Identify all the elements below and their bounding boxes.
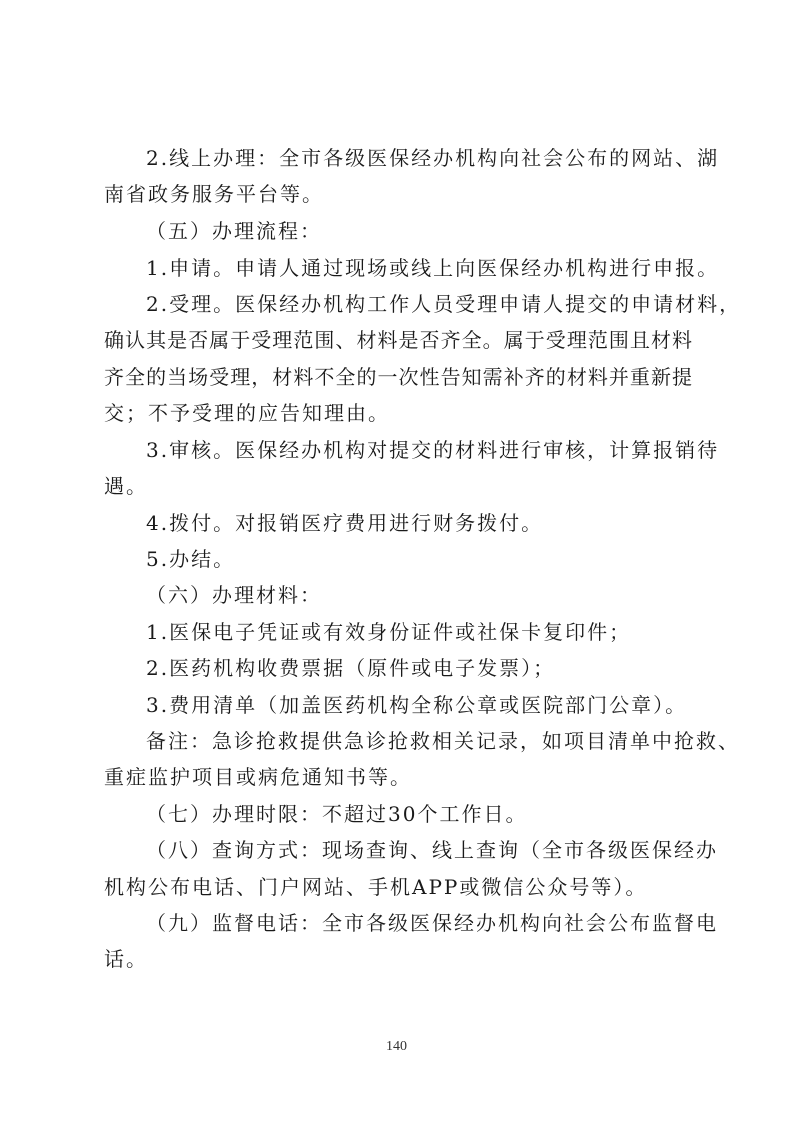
text-line: 1.医保电子凭证或有效身份证件或社保卡复印件；	[146, 620, 632, 644]
section-heading: （七）办理时限：不超过30个工作日。	[146, 802, 528, 826]
text-line: 5.办结。	[146, 547, 236, 571]
text-line: 备注：急诊抢救提供急诊抢救相关记录，如项目清单中抢救、	[146, 729, 740, 753]
text-line: 机构公布电话、门户网站、手机APP或微信公众号等）。	[104, 875, 648, 899]
text-line: 确认其是否属于受理范围、材料是否齐全。属于受理范围且材料	[104, 328, 692, 352]
section-heading: （九）监督电话：全市各级医保经办机构向社会公布监督电	[146, 911, 718, 935]
text-line: 2.受理。医保经办机构工作人员受理申请人提交的申请材料，	[146, 292, 742, 316]
text-line: 遇。	[104, 474, 148, 498]
text-line: 南省政务服务平台等。	[104, 182, 324, 206]
text-line: 3.费用清单（加盖医药机构全称公章或医院部门公章）。	[146, 693, 688, 717]
text-line: 4.拨付。对报销医疗费用进行财务拨付。	[146, 511, 544, 535]
page-number: 140	[386, 1039, 407, 1054]
text-line: 重症监护项目或病危通知书等。	[104, 765, 412, 789]
text-line: 3.审核。医保经办机构对提交的材料进行审核，计算报销待	[146, 438, 720, 462]
text-line: 2.线上办理：全市各级医保经办机构向社会公布的网站、湖	[146, 146, 720, 170]
text-line: 2.医药机构收费票据（原件或电子发票）；	[146, 656, 556, 680]
section-heading: （六）办理材料：	[146, 583, 322, 607]
section-heading: （八）查询方式：现场查询、线上查询（全市各级医保经办	[146, 838, 718, 862]
text-line: 1.申请。申请人通过现场或线上向医保经办机构进行申报。	[146, 256, 720, 280]
text-line: 交；不予受理的应告知理由。	[104, 401, 390, 425]
section-heading: （五）办理流程：	[146, 219, 322, 243]
text-line: 齐全的当场受理，材料不全的一次性告知需补齐的材料并重新提	[104, 365, 692, 389]
text-line: 话。	[104, 947, 148, 971]
